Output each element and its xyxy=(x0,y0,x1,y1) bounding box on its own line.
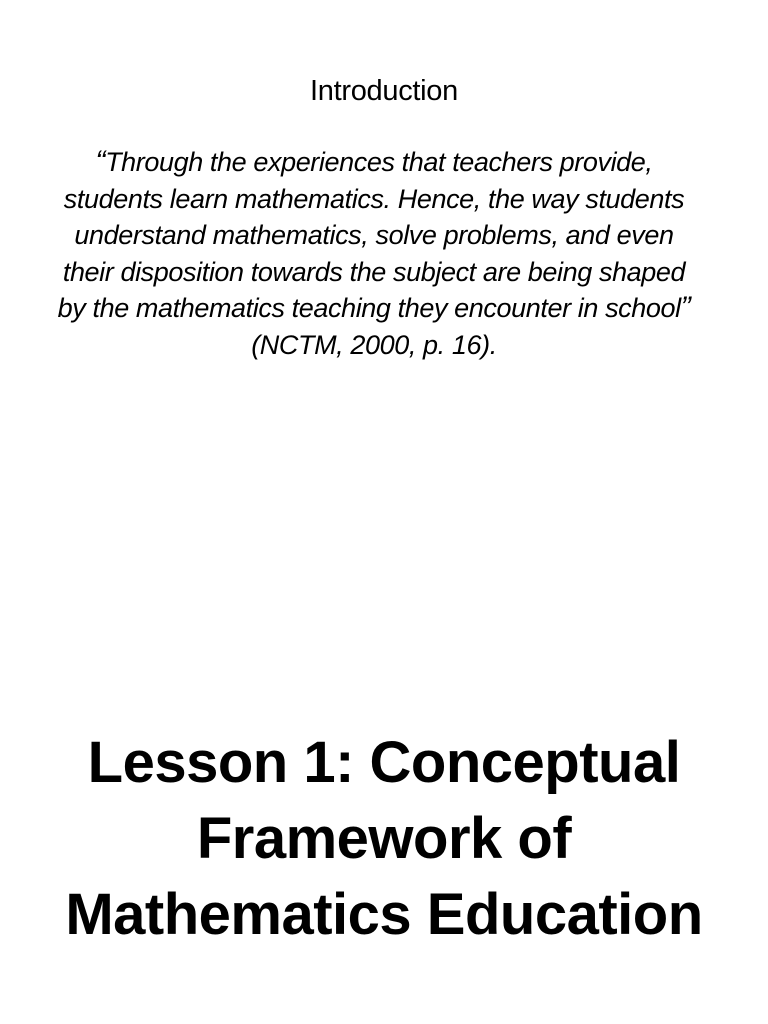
lesson-title xyxy=(0,725,768,953)
quote-citation: (NCTM, 2000, p. 16). xyxy=(251,329,497,360)
lesson-title-line-3: Mathematics Education xyxy=(65,882,703,947)
quote-close-mark: ” xyxy=(680,291,691,324)
nctm-quote xyxy=(54,144,694,363)
lesson-title-line-2: Framework of xyxy=(196,806,572,871)
quote-open-mark: “ xyxy=(95,145,106,178)
lesson-title-line-1: Lesson 1: Conceptual xyxy=(87,730,681,795)
intro-heading: Introduction xyxy=(310,75,458,107)
quote-text: Through the experiences that teachers provide, students learn mathematics. Hence, the way students understand mathematics, solve problems, and even their disposition towards the subject are being shaped by the mathematics teaching they encounter in school xyxy=(57,147,686,323)
